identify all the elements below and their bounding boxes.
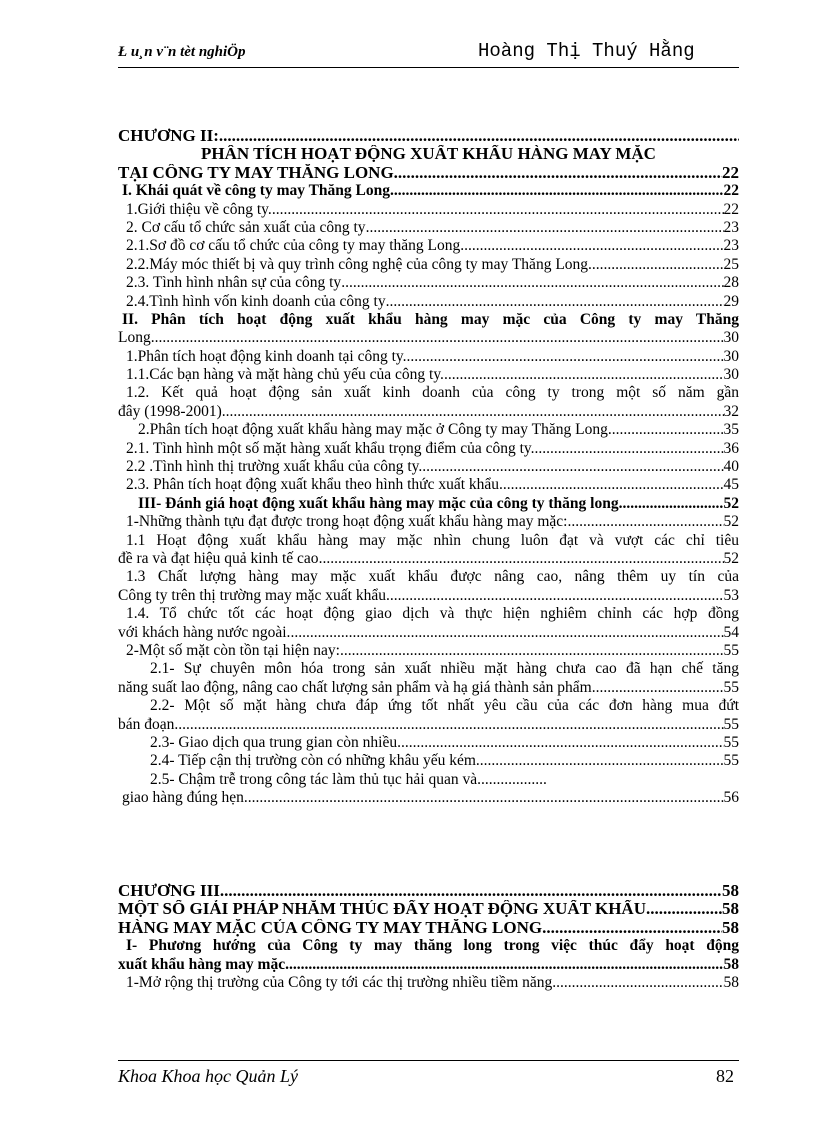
toc-page-number: 22 [723,200,739,218]
toc-entry-text: 1-Mở rộng thị trường của Công ty tới các thị trường nhiều tiềm năng. [126,973,557,991]
toc-page-number: 23 [723,237,739,255]
toc-page-number: 22 [722,163,739,182]
toc-entry [118,458,739,476]
toc-entry-text: 1.1 Hoạt động xuất khẩu hàng may mặc nhìn chung luôn đạt và vượt các chỉ tiêu [126,531,739,549]
toc-entry [118,421,739,439]
toc-page-number: 58 [722,900,739,919]
toc-entry-text: 2.1.Sơ đồ cơ cấu tổ chức của công ty may thăng Long [126,237,461,255]
toc-entry [118,145,739,163]
toc-entry-text: 2-Một số mặt còn tồn tại hiện nay: [126,641,340,659]
toc-entry-text: PHÂN TÍCH HOẠT ĐỘNG XUẤT KHẨU HÀNG MAY MẶC [201,145,656,164]
toc-entry [118,568,739,586]
toc-entry [118,697,739,715]
toc-entry-text: MỘT SỐ GIẢI PHÁP NHẰM THÚC ĐẨY HOẠT ĐỘNG XUẤT KHẨU [118,900,646,919]
toc-entry-text: TẠI CÔNG TY MAY THĂNG LONG [118,163,394,182]
toc-entry [118,974,739,992]
toc-entry [118,495,739,513]
toc-entry-text: 2.2 .Tình hình thị trường xuất khẩu của công ty. [126,458,423,476]
toc-page-number: 23 [723,218,739,236]
toc-entry-text: III- Đánh giá hoạt động xuất khẩu hàng may mặc của công ty thăng long [138,494,619,512]
toc-entry [118,937,739,955]
toc-page-number: 58 [723,973,739,991]
dot-leader [444,366,724,384]
dot-leader [556,974,723,992]
toc-page-number: 55 [723,678,739,696]
toc-page-number: 30 [723,347,739,365]
toc-entry-text: 1.Giới thiệu về công ty. [126,200,272,218]
toc-entry-text: I- Phương hướng của Công ty may thăng long trong việc thúc đẩy hoạt động [126,937,739,955]
dot-leader [248,789,724,807]
toc-entry [118,956,739,974]
toc-entry-text: 2.3- Giao dịch qua trung gian còn nhiều. [150,733,401,751]
toc-entry-text: năng suất lao động, nâng cao chất lượng sản phẩm và hạ giá thành sản phẩm. [118,678,596,696]
toc-entry [118,532,739,550]
dot-leader [646,900,722,918]
dot-leader [480,752,724,770]
toc-page-number: 29 [723,292,739,310]
toc-entry [118,882,739,900]
dot-leader [290,624,723,642]
dot-leader [220,882,722,900]
toc-entry [118,127,739,145]
running-header-title: Ł u¸n v¨n tèt nghiÖp [118,44,246,60]
toc-entry-text: 1.2. Kết quả hoạt động sản xuất kinh doanh của công ty trong một số năm gần [126,384,739,402]
toc-page-number: 55 [723,752,739,770]
toc-entry-text: 2.4- Tiếp cận thị trường còn có những khâu yếu kém. [150,752,480,770]
toc-page-number: 36 [723,439,739,457]
toc-entry-text: 1.3 Chất lượng hàng may mặc xuất khẩu được nâng cao, nâng thêm uy tín của [126,568,739,586]
toc-entry [118,587,739,605]
dot-leader [401,734,724,752]
toc-entry-text: 2.4.Tình hình vốn kinh doanh của công ty [126,292,386,310]
toc-entry [118,182,739,200]
dot-leader [341,274,723,292]
toc-page-number: 40 [723,458,739,476]
toc-entry-text: 2.1- Sự chuyên môn hóa trong sản xuất nhiều mặt hàng chưa cao đã hạn chế tăng [150,660,739,678]
toc-entry-text: CHƯƠNG III [118,882,220,900]
toc-entry [118,293,739,311]
toc-page-number: 52 [723,513,739,531]
dot-leader [619,495,724,513]
dot-leader [340,642,724,660]
toc-page-number: 55 [723,733,739,751]
toc-page-number: 35 [723,421,739,439]
toc-entry-text: Long. [118,329,155,347]
toc-entry [118,624,739,642]
toc-entry [118,771,739,789]
dot-leader [612,421,724,439]
dot-leader [319,550,724,568]
toc-page-number: 28 [723,274,739,292]
dot-leader [567,513,723,531]
toc-entry-text: giao hàng đúng hẹn. [122,789,248,807]
table-of-contents-chapter-2 [118,127,739,807]
toc-entry [118,164,739,182]
toc-page-number: 25 [723,255,739,273]
dot-leader [588,256,723,274]
table-of-contents-chapter-3 [118,882,739,992]
toc-entry-text: I. Khái quát về công ty may Thăng Long [122,182,391,200]
dot-leader [460,237,723,255]
toc-page-number: 52 [723,494,739,512]
toc-entry-text: đây (1998-2001). [118,402,226,420]
page-number: 82 [716,1066,734,1086]
toc-entry [118,311,739,329]
toc-entry-text: CHƯƠNG II: [118,127,219,145]
toc-entry [118,274,739,292]
toc-entry-text: bán đoạn [118,715,175,733]
toc-page-number: 22 [723,182,739,200]
toc-entry [118,329,739,347]
dot-leader [366,219,724,237]
toc-page-number: 58 [722,918,739,937]
toc-page-number: 32 [723,402,739,420]
toc-entry-text: 2.3. Phân tích hoạt động xuất khẩu theo hình thức xuất khẩu [126,476,500,494]
toc-entry [118,513,739,531]
toc-entry [118,201,739,219]
dot-leader [155,329,724,347]
toc-entry [118,348,739,366]
toc-entry-text: 2.2- Một số mặt hàng chưa đáp ứng tốt nhất yêu cầu của các đơn hàng mua đứt [150,697,739,715]
toc-entry-text: 1-Những thành tựu đạt được trong hoạt động xuất khẩu hàng may mặc: [126,513,568,531]
toc-entry-text: 1.4. Tổ chức tốt các hoạt động giao dịch và thực hiện nghiêm chỉnh các hợp đồng [126,605,739,623]
toc-entry-text: 1.Phân tích hoạt động kinh doanh tại công ty. [126,347,407,365]
dot-leader [226,403,724,421]
toc-entry [118,550,739,568]
toc-page-number: 55 [723,715,739,733]
dot-leader [535,440,724,458]
dot-leader [272,201,724,219]
dot-leader [542,919,722,937]
toc-entry-text: 2.2.Máy móc thiết bị và quy trình công nghệ của công ty may Thăng Long [126,255,589,273]
toc-entry-text: 2. Cơ cấu tổ chức sản xuất của công ty [126,218,366,236]
toc-page-number: 58 [723,955,739,973]
toc-entry-text: HÀNG MAY MẶC CỦA CÔNG TY MAY THĂNG LONG [118,918,543,937]
dot-leader [499,476,723,494]
toc-entry-text: 2.Phân tích hoạt động xuất khẩu hàng may mặc ở Công ty may Thăng Long. [138,421,612,439]
toc-entry-text: với khách hàng nước ngoài. [118,623,291,641]
toc-entry [118,679,739,697]
toc-entry-text: đề ra và đạt hiệu quả kinh tế cao [118,549,319,567]
dot-leader [390,182,723,200]
toc-entry-text: Công ty trên thị trường may mặc xuất khẩu. [118,586,390,604]
toc-page-number: 58 [722,882,739,900]
toc-entry [118,605,739,623]
dot-leader [407,348,724,366]
footer-rule [118,1060,739,1061]
dot-leader [386,293,724,311]
toc-page-number: 54 [723,623,739,641]
toc-entry-text: 2.3. Tình hình nhân sự của công ty [126,274,342,292]
dot-leader [390,587,724,605]
toc-entry-text: xuất khẩu hàng may mặc [118,955,286,973]
toc-page-number: 30 [723,366,739,384]
toc-entry [118,219,739,237]
toc-entry [118,642,739,660]
toc-entry [118,789,739,807]
toc-page-number: 56 [723,789,739,807]
toc-entry [118,734,739,752]
toc-entry-text: 2.5- Chậm trễ trong công tác làm thủ tục hải quan và [150,770,478,788]
toc-entry [118,440,739,458]
dot-leader [219,127,739,145]
dot-leader [394,164,722,182]
toc-entry [118,476,739,494]
dot-leader [174,716,723,734]
toc-page-number: 55 [723,641,739,659]
toc-entry [118,256,739,274]
toc-page-number: 30 [723,329,739,347]
toc-entry [118,900,739,918]
toc-entry [118,384,739,402]
toc-entry [118,403,739,421]
dot-leader [477,771,547,789]
toc-entry [118,237,739,255]
dot-leader [596,679,724,697]
toc-entry-text: 2.1. Tình hình một số mặt hàng xuất khẩu trọng điểm của công ty. [126,439,535,457]
toc-page-number: 45 [723,476,739,494]
toc-entry-text: 1.1.Các bạn hàng và mặt hàng chủ yếu của công ty. [126,366,444,384]
toc-page-number: 52 [723,549,739,567]
running-header-author: Hoàng Thị Thuý Hằng [478,40,695,62]
dot-leader [285,956,723,974]
toc-entry [118,366,739,384]
dot-leader [422,458,723,476]
toc-entry [118,716,739,734]
toc-page-number: 53 [723,586,739,604]
toc-entry [118,752,739,770]
toc-entry-text: II. Phân tích hoạt động xuất khẩu hàng may mặc của Công ty may Thăng [122,310,739,328]
toc-entry [118,660,739,678]
toc-entry [118,919,739,937]
footer-faculty: Khoa Khoa học Quản Lý [118,1066,298,1086]
header-rule [118,67,739,68]
